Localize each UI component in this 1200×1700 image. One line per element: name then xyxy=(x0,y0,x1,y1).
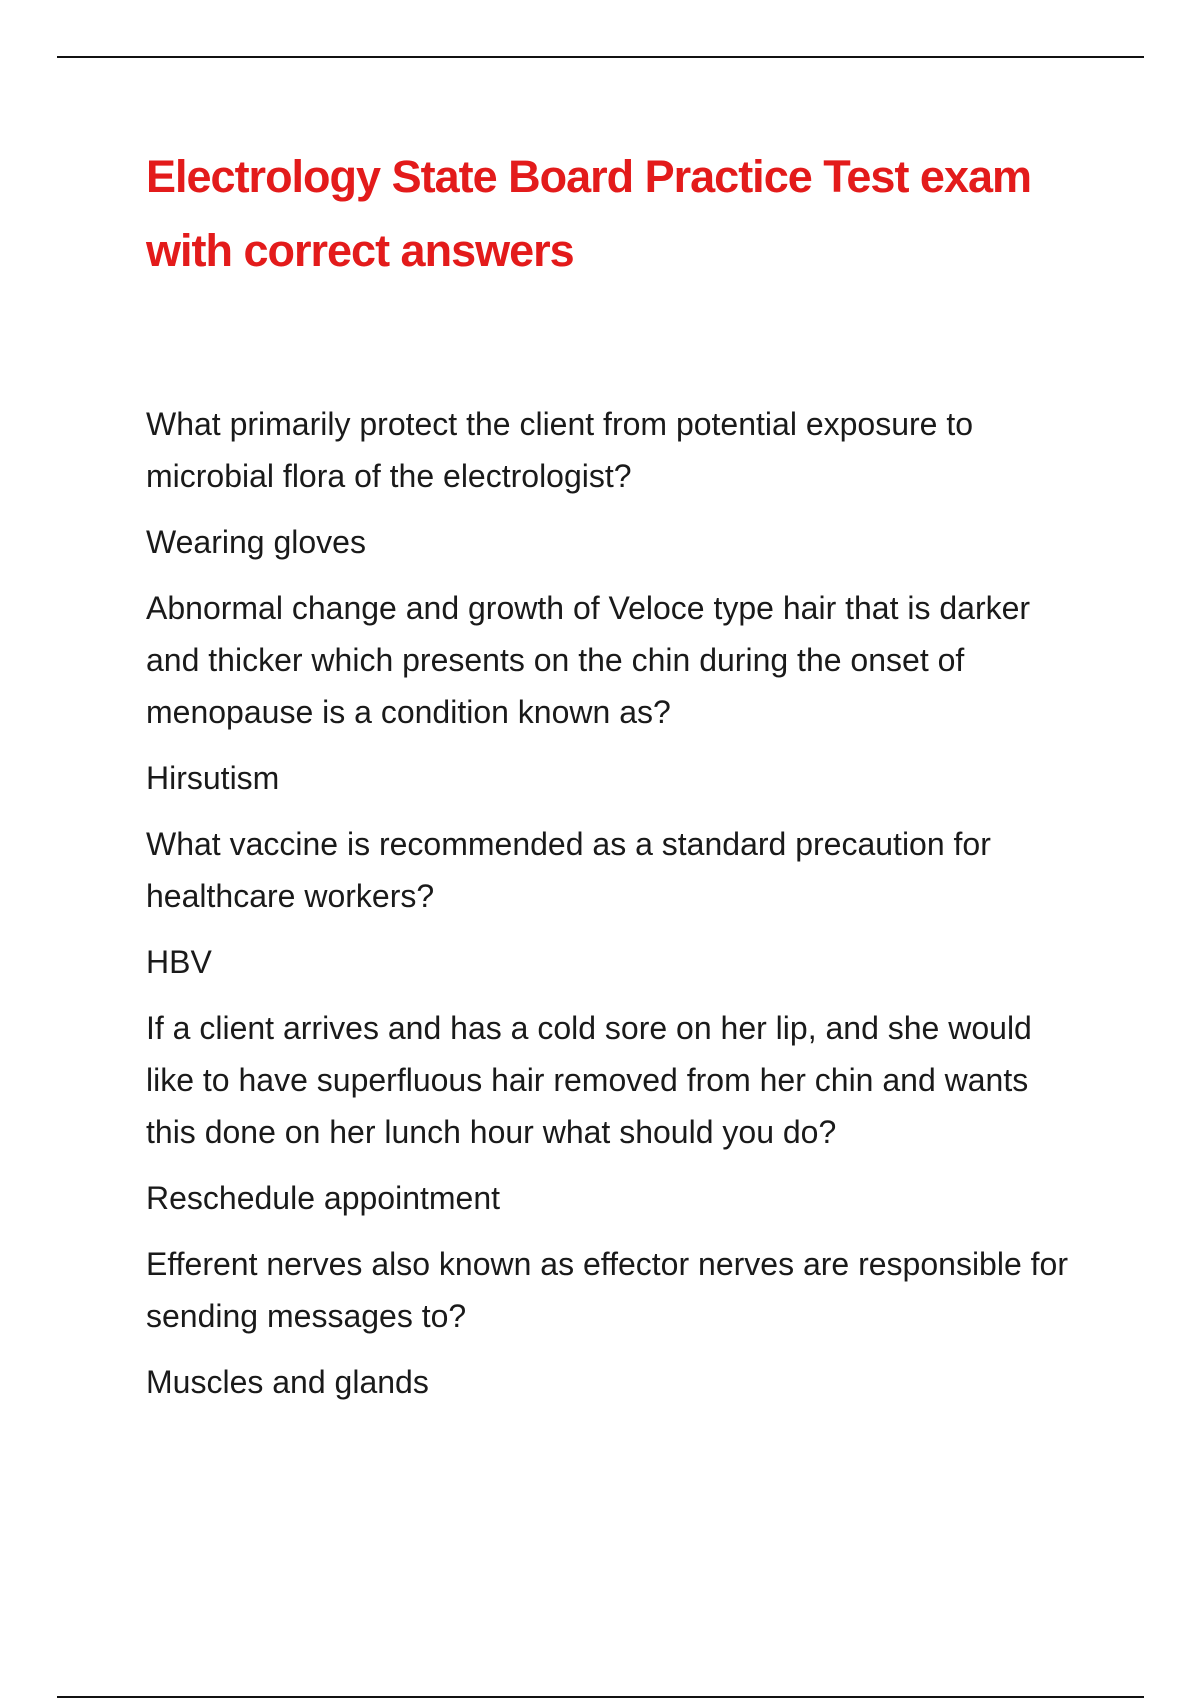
question-text: If a client arrives and has a cold sore on her lip, and she would like to have superfluous hair removed from her chin and wants this done on her lunch hour what should you do? xyxy=(146,1010,1032,1150)
qa-item xyxy=(146,1238,1086,1408)
answer-text: Muscles and glands xyxy=(146,1364,429,1400)
question-text: Abnormal change and growth of Veloce type hair that is darker and thicker which presents on the chin during the onset of menopause is a condition known as? xyxy=(146,590,1031,730)
question-text: Efferent nerves also known as effector nerves are responsible for sending messages to? xyxy=(146,1246,1068,1334)
top-divider xyxy=(57,56,1144,58)
answer-text: Wearing gloves xyxy=(146,524,366,560)
question-text: What vaccine is recommended as a standard precaution for healthcare workers? xyxy=(146,826,991,914)
qa-item xyxy=(146,818,1086,988)
qa-item xyxy=(146,1002,1086,1224)
document-body xyxy=(146,140,1086,1422)
qa-item xyxy=(146,398,1086,568)
qa-item xyxy=(146,582,1086,804)
document-title: Electrology State Board Practice Test exam with correct answers xyxy=(146,151,1032,276)
answer-text: Hirsutism xyxy=(146,760,280,796)
answer-text: HBV xyxy=(146,944,212,980)
qa-list xyxy=(146,398,1086,1408)
answer-text: Reschedule appointment xyxy=(146,1180,501,1216)
question-text: What primarily protect the client from potential exposure to microbial flora of the electrologist? xyxy=(146,406,974,494)
bottom-divider xyxy=(57,1696,1144,1698)
